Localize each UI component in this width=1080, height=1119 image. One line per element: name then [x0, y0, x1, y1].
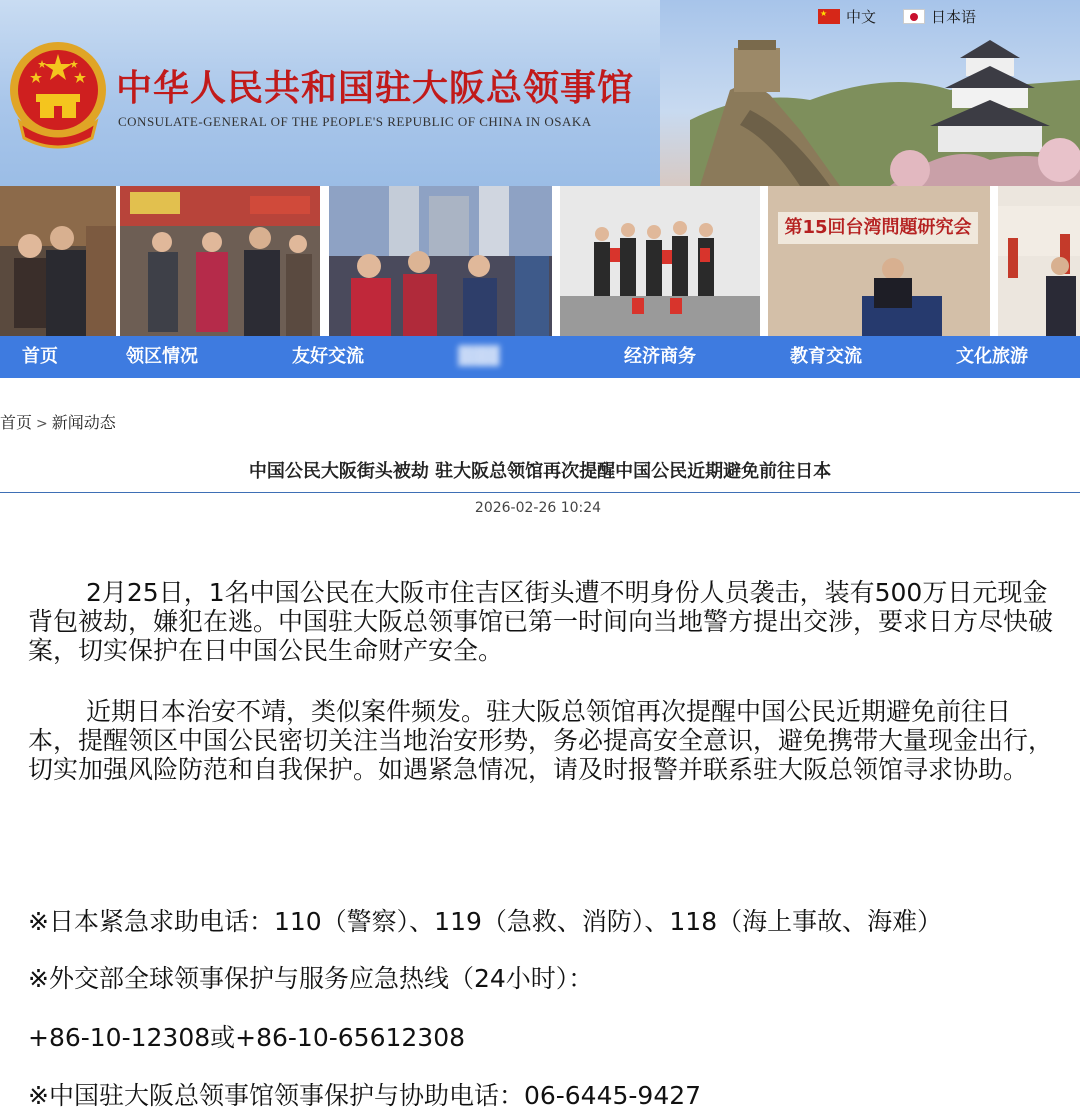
- nav-item-economy-business[interactable]: 经济商务: [624, 346, 696, 367]
- article-title: 中国公民大阪街头被劫 驻大阪总领馆再次提醒中国公民近期避免前往日本: [248, 461, 832, 482]
- header-banner: [0, 0, 1080, 186]
- great-wall-and-castle-illustration: [690, 30, 1080, 186]
- nav-item-obscured[interactable]: ▓▓▓: [458, 346, 500, 367]
- title-divider: [0, 492, 1080, 493]
- breadcrumb: [0, 410, 116, 433]
- meeting-banner-text: 第15回台湾問題研究会: [778, 212, 978, 244]
- photo-taiwan-study-meeting[interactable]: [768, 186, 990, 336]
- article-paragraph-1: 2月25日，1名中国公民在大阪市住吉区街头遭不明身份人员袭击，装有500万日元现金背包被劫，嫌犯在逃。中国驻大阪总领事馆已第一时间向当地警方提出交涉，要求日方尽快破案，切实保护在日中国公民生命财产安全。: [28, 578, 1054, 665]
- lang-link-japanese[interactable]: [903, 6, 976, 27]
- photo-event-4[interactable]: [560, 186, 760, 336]
- lang-label-japanese: 日本语: [931, 8, 977, 26]
- breadcrumb-home[interactable]: 首页: [0, 413, 33, 432]
- consulate-protection-phone: ※中国驻大阪总领事馆领事保护与协助电话：06-6445-9427: [28, 1081, 702, 1110]
- photo-event-3[interactable]: [329, 186, 552, 336]
- lang-link-chinese[interactable]: [818, 6, 876, 27]
- photo-event-1[interactable]: [0, 186, 116, 336]
- japan-flag-icon: [903, 9, 925, 24]
- breadcrumb-separator: >: [36, 416, 48, 432]
- nav-item-culture-tourism[interactable]: 文化旅游: [956, 346, 1028, 367]
- china-flag-icon: [818, 9, 840, 24]
- nav-item-home[interactable]: 首页: [22, 346, 58, 367]
- article-paragraph-2: 近期日本治安不靖，类似案件频发。驻大阪总领馆再次提醒中国公民近期避免前往日本，提醒领区中国公民密切关注当地治安形势，务必提高安全意识，避免携带大量现金出行，切实加强风险防范和自我保护。如遇紧急情况，请及时报警并联系驻大阪总领馆寻求协助。: [28, 697, 1054, 784]
- nav-item-friendly-exchange[interactable]: 友好交流: [292, 346, 364, 367]
- main-nav: [0, 336, 1080, 378]
- lang-label-chinese: 中文: [846, 8, 877, 26]
- breadcrumb-current[interactable]: 新闻动态: [51, 413, 116, 432]
- photo-strip: [0, 186, 1080, 336]
- photo-event-2[interactable]: [120, 186, 320, 336]
- site-subtitle: CONSULATE-GENERAL OF THE PEOPLE'S REPUBLIC OF CHINA IN OSAKA: [118, 114, 592, 129]
- nav-item-consular-district[interactable]: 领区情况: [126, 346, 198, 367]
- photo-event-6[interactable]: [998, 186, 1080, 336]
- mfa-hotline-label: ※外交部全球领事保护与服务应急热线（24小时）：: [28, 964, 594, 993]
- mfa-hotline-numbers: +86-10-12308或+86-10-65612308: [28, 1023, 465, 1052]
- emergency-phones-japan: ※日本紧急求助电话：110（警察）、119（急救、消防）、118（海上事故、海难）: [28, 907, 943, 936]
- national-emblem-icon: [6, 38, 110, 150]
- site-title: 中华人民共和国驻大阪总领事馆: [116, 67, 635, 109]
- nav-item-education-exchange[interactable]: 教育交流: [790, 346, 862, 367]
- article-date: 2026-02-26 10:24: [474, 500, 602, 516]
